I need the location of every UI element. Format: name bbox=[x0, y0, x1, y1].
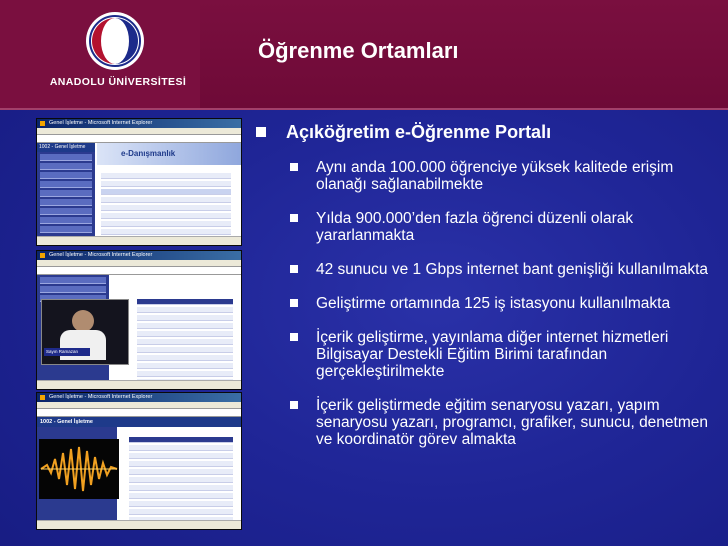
main-bullet-text: Açıköğretim e-Öğrenme Portalı bbox=[286, 122, 552, 142]
bullet-square-icon bbox=[290, 214, 298, 222]
bullet-square-icon bbox=[290, 299, 298, 307]
audio-visualizer bbox=[39, 439, 119, 499]
side-navigation bbox=[37, 143, 95, 237]
bullet-square-icon bbox=[290, 163, 298, 171]
logo-text: ANADOLU ÜNİVERSİTESİ bbox=[49, 76, 187, 88]
list-item-text: Aynı anda 100.000 öğrenciye yüksek kalitede erişim olanağı sağlanabilmekte bbox=[316, 159, 674, 193]
list-item-text: 42 sunucu ve 1 Gbps internet bant genişliği kullanılmakta bbox=[316, 261, 709, 278]
status-bar bbox=[37, 380, 241, 389]
bullet-square-icon bbox=[290, 265, 298, 273]
list-item bbox=[256, 329, 716, 380]
window-title: Genel İşletme - Microsoft Internet Explorer bbox=[37, 119, 241, 128]
address-bar bbox=[37, 408, 241, 417]
bullet-square-icon bbox=[256, 127, 266, 137]
bullet-square-icon bbox=[290, 333, 298, 341]
screenshot-e-danismanlik bbox=[36, 118, 242, 246]
banner bbox=[97, 143, 241, 165]
status-bar bbox=[37, 236, 241, 245]
page-content bbox=[37, 275, 241, 381]
page-content bbox=[37, 417, 241, 521]
bullet-square-icon bbox=[290, 401, 298, 409]
course-label: 1002 - Genel İşletme bbox=[37, 143, 95, 152]
video-caption: Sayın Ramazan bbox=[44, 348, 90, 356]
waveform-icon bbox=[39, 439, 119, 499]
video-player[interactable] bbox=[41, 299, 129, 365]
window-title: Genel İşletme - Microsoft Internet Explorer bbox=[37, 393, 241, 402]
slide-title: Öğrenme Ortamları bbox=[258, 38, 459, 63]
status-bar bbox=[37, 520, 241, 529]
list-item bbox=[256, 210, 716, 244]
list-item bbox=[256, 261, 716, 278]
main-bullet bbox=[256, 122, 716, 143]
university-logo bbox=[0, 0, 200, 108]
address-bar bbox=[37, 134, 241, 143]
banner-title: e-Danışmanlık bbox=[121, 149, 176, 158]
university-emblem-icon bbox=[84, 10, 146, 72]
screenshot-audio-lesson bbox=[36, 392, 242, 530]
screenshot-video-lesson bbox=[36, 250, 242, 390]
course-label: 1002 - Genel İşletme bbox=[37, 417, 241, 427]
list-item-text: İçerik geliştirmede eğitim senaryosu yazarı, yapım senaryosu yazarı, programcı, grafiker, sunucu, denetmen ve koordinatör görev almakta bbox=[316, 397, 709, 448]
list-item bbox=[256, 159, 716, 193]
list-item-text: Geliştirme ortamında 125 iş istasyonu kullanılmakta bbox=[316, 295, 671, 312]
window-title: Genel İşletme - Microsoft Internet Explorer bbox=[37, 251, 241, 260]
list-item-text: Yılda 900.000’den fazla öğrenci düzenli olarak yararlanmakta bbox=[316, 210, 634, 244]
bullet-list bbox=[256, 122, 716, 465]
slide-header bbox=[0, 0, 728, 110]
list-item-text: İçerik geliştirme, yayınlama diğer internet hizmetleri Bilgisayar Destekli Eğitim Birimi tarafından gerçekleştirilmekte bbox=[316, 329, 669, 380]
page-content bbox=[37, 143, 241, 237]
address-bar bbox=[37, 266, 241, 275]
list-item bbox=[256, 295, 716, 312]
list-item bbox=[256, 397, 716, 448]
